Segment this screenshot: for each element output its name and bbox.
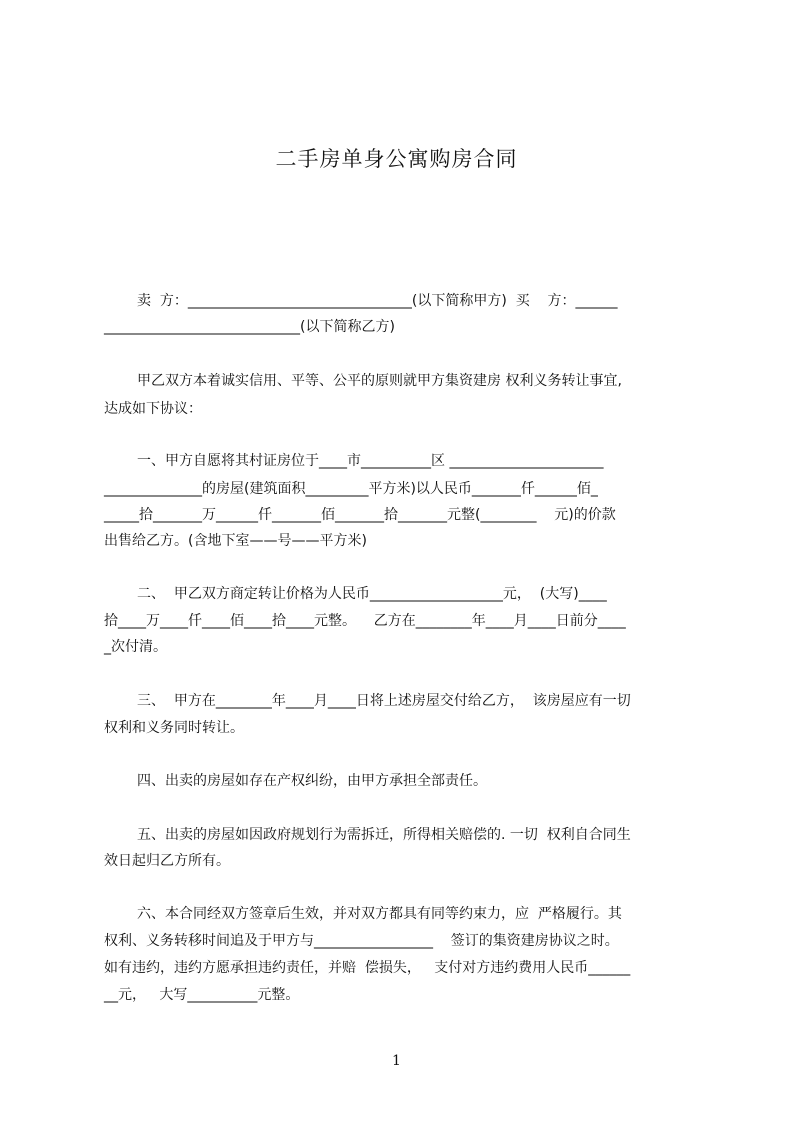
clause-6-line-2: 权利、义务转移时间追及于甲方与_________________ 签订的集资建房协议之时。: [104, 933, 619, 949]
clause-2-line-2: 拾____万____仟____佰____拾____元整。 乙方在________年____月____日前分____: [104, 613, 626, 629]
clause-3-line-2: 权利和义务同时转让。: [104, 720, 244, 736]
preamble-line-1: 甲乙双方本着诚实信用、平等、公平的原则就甲方集资建房 权利义务转让事宜,: [137, 373, 622, 389]
parties-line-2: ____________________________(以下简称乙方): [104, 319, 395, 335]
clause-1-line-2: ______________的房屋(建筑面积_________平方米)以人民币_______仟______佰_: [104, 481, 598, 497]
clause-1-line-4: 出售给乙方。(含地下室——号——平方米): [104, 533, 367, 549]
clause-5-line-1: 五、出卖的房屋如因政府规划行为需拆迁，所得相关赔偿的. 一切 权利自合同生: [137, 827, 631, 843]
clause-6-line-4: __元， 大写__________元整。: [104, 987, 300, 1003]
clause-5-line-2: 效日起归乙方所有。: [104, 853, 230, 869]
page-number: 1: [392, 1053, 401, 1069]
clause-6-line-1: 六、本合同经双方签章后生效，并对双方都具有同等约束力，应 严格履行。其: [137, 906, 622, 922]
clause-4-line-1: 四、出卖的房屋如存在产权纠纷，由甲方承担全部责任。: [137, 773, 487, 789]
parties-line-1: 卖 方：________________________________(以下简称甲方) 买 方：______: [137, 293, 618, 309]
document-title: 二手房单身公寓购房合同: [275, 147, 518, 171]
clause-2-line-1: 二、 甲乙双方商定转让价格为人民币___________________元， (大写)____: [137, 586, 607, 602]
clause-1-line-3: _____拾_______万______仟_______佰_______拾_______元整(________ 元)的价款: [104, 507, 616, 523]
clause-1-line-1: 一、甲方自愿将其村证房位于____市__________区 ______________________: [137, 453, 604, 469]
clause-3-line-1: 三、 甲方在________年____月____日将上述房屋交付给乙方， 该房屋应有一切: [137, 693, 631, 709]
preamble-line-2: 达成如下协议：: [104, 401, 202, 417]
clause-2-line-3: _次付清。: [104, 639, 167, 655]
clause-6-line-3: 如有违约，违约方愿承担违约责任，并赔 偿损失， 支付对方违约费用人民币______: [104, 960, 631, 976]
